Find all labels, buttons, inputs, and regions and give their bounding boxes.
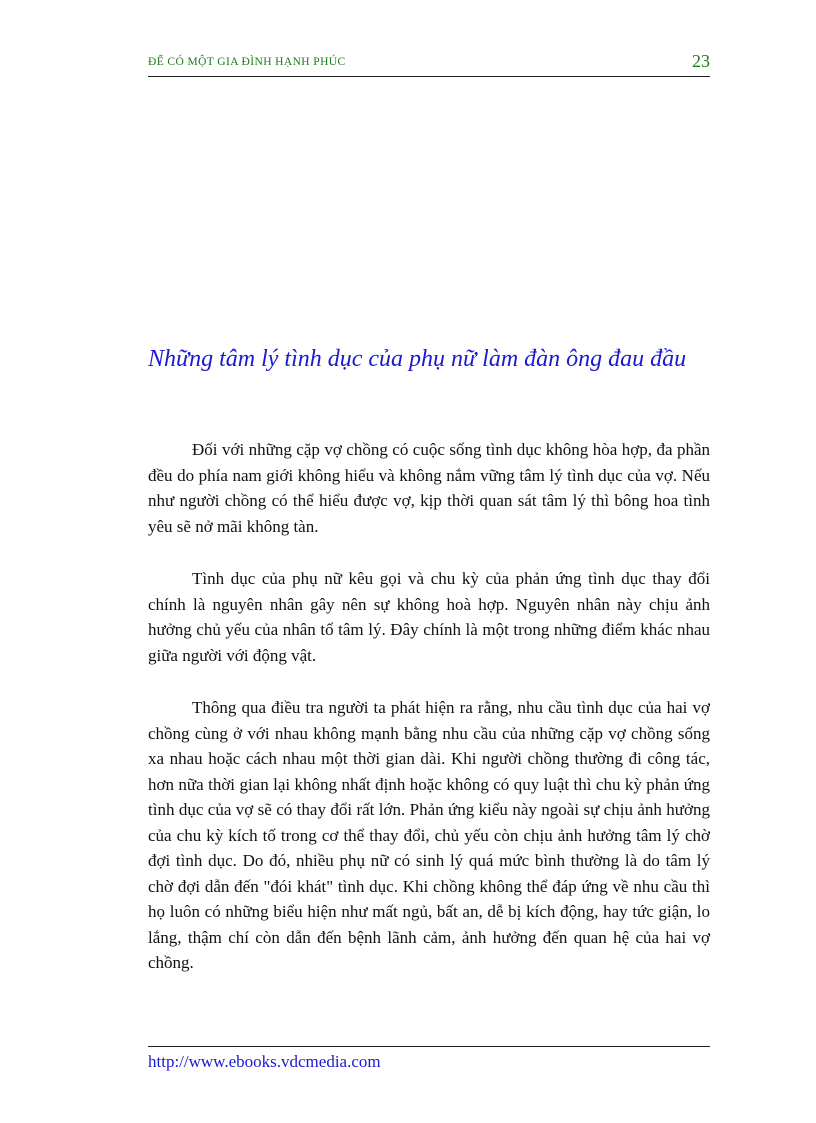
page-number: 23 xyxy=(692,51,710,71)
page-header xyxy=(148,52,710,77)
running-header-title: ĐỂ CÓ MỘT GIA ĐÌNH HẠNH PHÚC xyxy=(148,56,346,68)
paragraph: Thông qua điều tra người ta phát hiện ra rằng, nhu cầu tình dục của hai vợ chồng cùng ở với nhau không mạnh bằng nhu cầu của những cặp vợ chồng sống xa nhau hoặc cách nhau một thời gian dài. Khi người chồng thường đi công tác, hơn nữa thời gian lại không nhất định hoặc không có quy luật thì chu kỳ phản ứng tình dục của vợ sẽ có thay đổi rất lớn. Phản ứng kiểu này ngoài sự chịu ảnh hưởng của chu kỳ kích tố trong cơ thể thay đổi, chủ yếu còn chịu ảnh hưởng tâm lý chờ đợi tình dục. Do đó, nhiều phụ nữ có sinh lý quá mức bình thường là do tâm lý chờ đợi dẫn đến "đói khát" tình dục. Khi chồng không thể đáp ứng về nhu cầu thì họ luôn có những biểu hiện như mất ngủ, bất an, dễ bị kích động, hay tức giận, lo lắng, thậm chí còn dẫn đến bệnh lãnh cảm, ảnh hưởng đến quan hệ của hai vợ chồng. xyxy=(148,698,710,972)
footer-link[interactable]: http://www.ebooks.vdcmedia.com xyxy=(148,1052,381,1071)
chapter-title: Những tâm lý tình dục của phụ nữ làm đàn ông đau đầu xyxy=(148,346,687,372)
paragraph: Đối với những cặp vợ chồng có cuộc sống tình dục không hòa hợp, đa phần đều do phía nam giới không hiểu và không nắm vững tâm lý tình dục của vợ. Nếu như người chồng có thể hiểu được vợ, kịp thời quan sát tâm lý thì bông hoa tình yêu sẽ nở mãi không tàn. xyxy=(148,440,710,536)
paragraph: Tình dục của phụ nữ kêu gọi và chu kỳ của phản ứng tình dục thay đổi chính là nguyên nhân gây nên sự không hoà hợp. Nguyên nhân này chịu ảnh hưởng chủ yếu của nhân tố tâm lý. Đây chính là một trong những điểm khác nhau giữa người với động vật. xyxy=(148,569,710,665)
body-text xyxy=(148,437,710,1003)
page-footer xyxy=(148,1046,710,1072)
